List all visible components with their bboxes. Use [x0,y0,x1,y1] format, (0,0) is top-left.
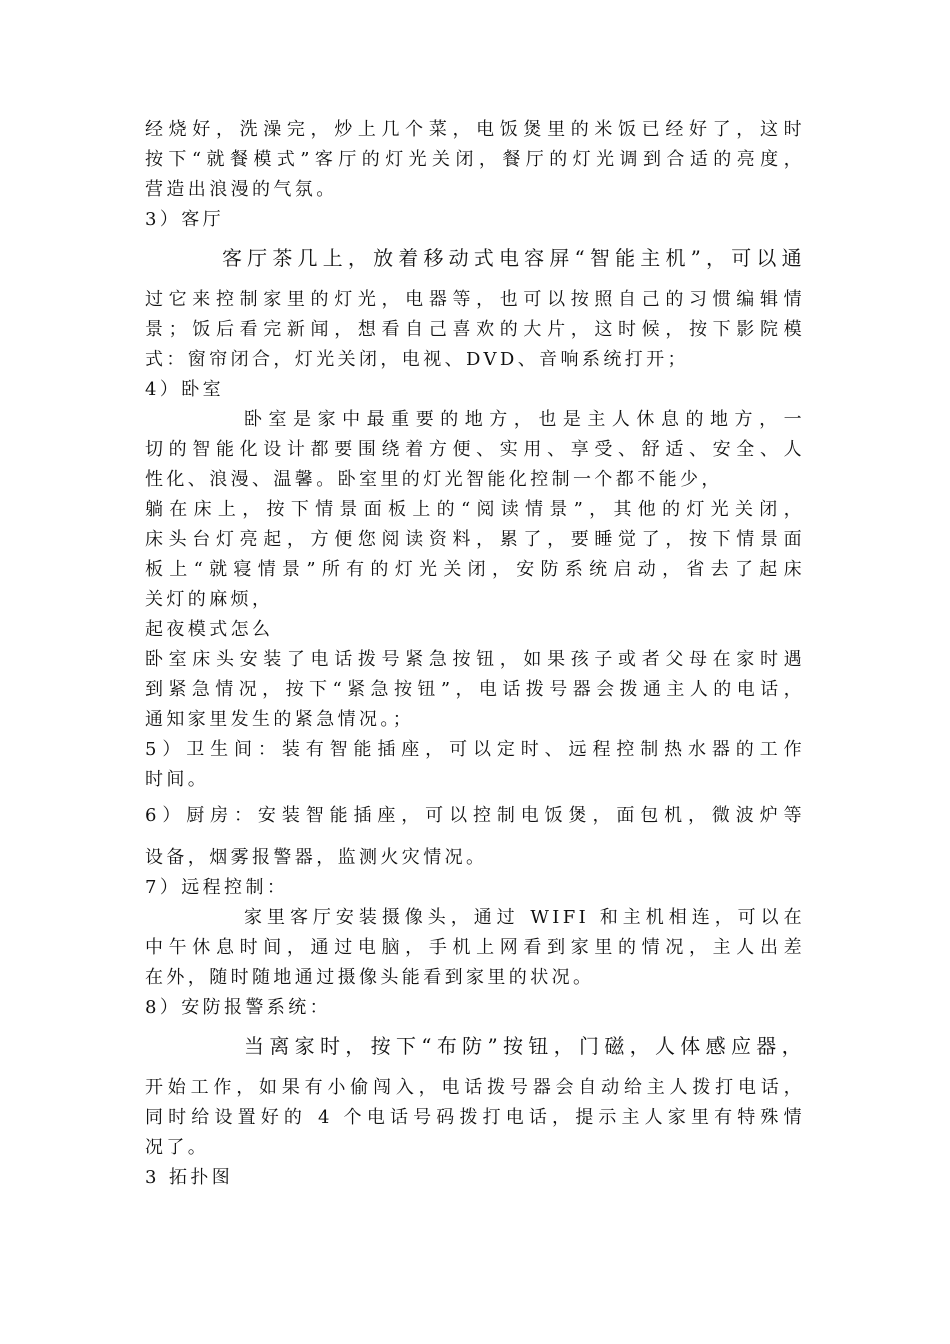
paragraph-line: 设备，烟雾报警器，监测火灾情况。 [145,847,488,868]
paragraph-line: 切的智能化设计都要围绕着方便、实用、享受、舒适、安全、人 [145,439,805,460]
paragraph-line: 中午休息时间，通过电脑，手机上网看到家里的情况，主人出差 [145,937,805,958]
paragraph-line: 客厅茶几上，放着移动式电容屏“智能主机”，可以通 [222,246,805,270]
section-heading-security-alarm: 8）安防报警系统： [145,997,332,1018]
paragraph-line: 景；饭后看完新闻，想看自己喜欢的大片，这时候，按下影院模 [145,319,805,340]
paragraph-line: 当离家时，按下“布防”按钮，门磁，人体感应器， [244,1034,805,1058]
paragraph-line: 卧室是家中最重要的地方，也是主人休息的地方，一 [244,409,805,430]
section-heading-kitchen: 6）厨房：安装智能插座，可以控制电饭煲，面包机，微波炉等 [145,805,805,826]
paragraph-line: 躺在床上，按下情景面板上的“阅读情景”，其他的灯光关闭， [145,499,805,520]
paragraph-line: 板上“就寝情景”所有的灯光关闭，安防系统启动，省去了起床 [145,559,805,580]
paragraph-line: 时间。 [145,769,210,790]
paragraph-line: 经烧好，洗澡完，炒上几个菜，电饭煲里的米饭已经好了，这时 [145,119,805,140]
paragraph-line: 到紧急情况，按下“紧急按钮”，电话拨号器会拨通主人的电话， [145,679,805,700]
paragraph-line: 况了。 [145,1137,210,1158]
paragraph-line: 卧室床头安装了电话拨号紧急按钮，如果孩子或者父母在家时遇 [145,649,805,670]
paragraph-line: 过它来控制家里的灯光，电器等，也可以按照自己的习惯编辑情 [145,289,805,310]
section-heading-bathroom: 5）卫生间：装有智能插座，可以定时、远程控制热水器的工作 [145,739,805,760]
paragraph-line: 家里客厅安装摄像头，通过 WIFI 和主机相连，可以在 [244,907,805,928]
section-heading-topology: 3 拓扑图 [145,1167,234,1188]
paragraph-line: 在外，随时随地通过摄像头能看到家里的状况。 [145,967,595,988]
section-heading-living-room: 3）客厅 [145,209,225,230]
paragraph-line: 式：窗帘闭合，灯光关闭，电视、DVD、音响系统打开； [145,349,689,370]
paragraph-line: 通知家里发生的紧急情况。； [145,709,415,730]
paragraph-line: 开始工作，如果有小偷闯入，电话拨号器会自动给主人拨打电话， [145,1077,805,1098]
paragraph-line: 按下“就餐模式”客厅的灯光关闭，餐厅的灯光调到合适的亮度， [145,149,805,170]
section-heading-remote-control: 7）远程控制： [145,877,289,898]
paragraph-line: 性化、浪漫、温馨。卧室里的灯光智能化控制一个都不能少， [145,469,723,490]
paragraph-line: 营造出浪漫的气氛。 [145,179,338,200]
paragraph-line: 起夜模式怎么 [145,619,274,640]
section-heading-bedroom: 4）卧室 [145,379,225,400]
paragraph-line: 关灯的麻烦， [145,589,274,610]
paragraph-line: 同时给设置好的 4 个电话号码拨打电话，提示主人家里有特殊情 [145,1107,805,1128]
paragraph-line: 床头台灯亮起，方便您阅读资料，累了，要睡觉了，按下情景面 [145,529,805,550]
